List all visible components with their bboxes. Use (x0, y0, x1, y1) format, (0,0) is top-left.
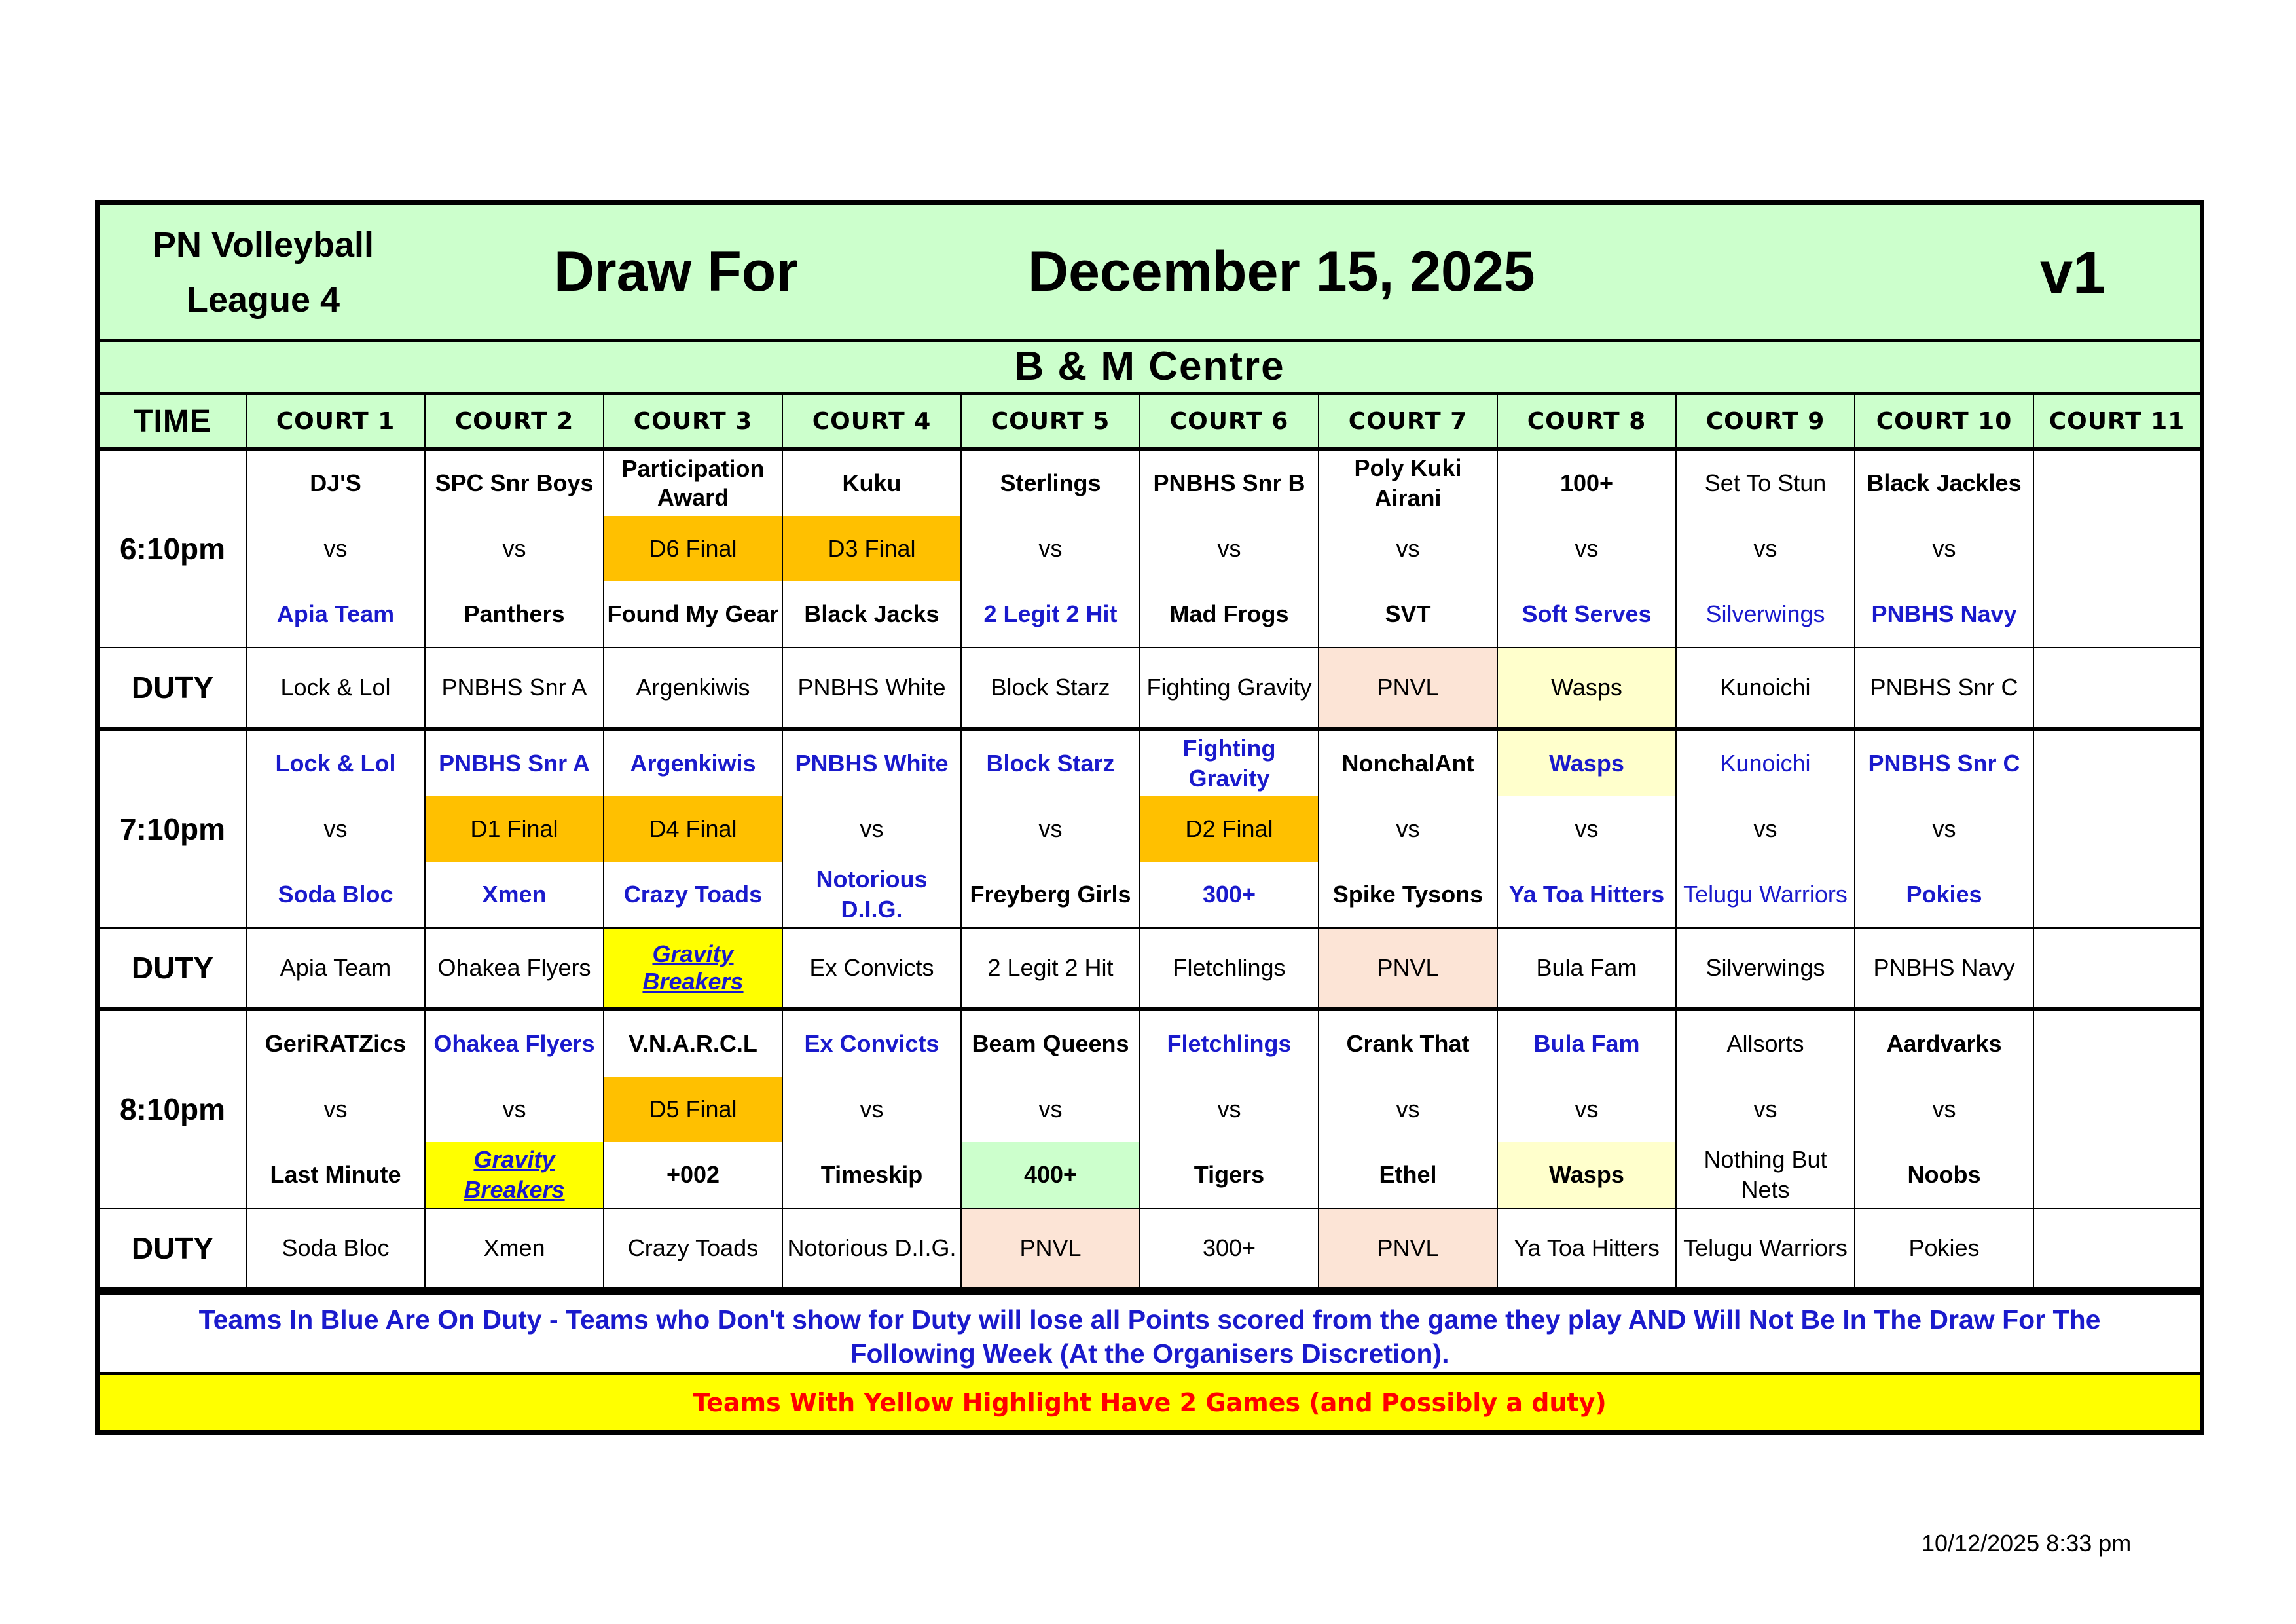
court-header-7: COURT 7 (1319, 395, 1497, 449)
duty-team: Argenkiwis (604, 648, 782, 729)
versus-label: D3 Final (783, 516, 960, 581)
team-away: Telugu Warriors (1683, 881, 1848, 908)
duty-team: Ohakea Flyers (425, 928, 604, 1009)
game-cell (2033, 729, 2200, 928)
versus-label: vs (1575, 815, 1599, 842)
team-home: SPC Snr Boys (435, 470, 594, 496)
versus-label: vs (323, 1096, 348, 1122)
team-home (2034, 1011, 2200, 1077)
team-home: Set To Stun (1704, 470, 1827, 496)
duty-team: PNVL (1319, 928, 1497, 1009)
duty-team: Fighting Gravity (1140, 648, 1319, 729)
court-header-2: COURT 2 (425, 395, 604, 449)
team-home: Ohakea Flyers (433, 1030, 595, 1057)
court-header-4: COURT 4 (782, 395, 961, 449)
print-timestamp: 10/12/2025 8:33 pm (1922, 1530, 2132, 1557)
game-cell (2033, 1009, 2200, 1208)
team-away: Mad Frogs (1169, 600, 1289, 627)
team-home (2034, 451, 2200, 516)
versus-label: vs (860, 815, 884, 842)
duty-team: PNVL (961, 1208, 1140, 1289)
duty-row (100, 928, 2200, 1009)
team-away: Silverwings (1705, 600, 1825, 627)
team-home: NonchalAnt (1341, 750, 1474, 777)
game-cell (961, 729, 1140, 928)
team-away: Timeskip (820, 1161, 923, 1188)
game-cell (1676, 449, 1855, 648)
team-home: Ex Convicts (804, 1030, 939, 1057)
game-cell (1676, 729, 1855, 928)
yellow-highlight-note: Teams With Yellow Highlight Have 2 Games (and Possibly a duty) (100, 1375, 2200, 1430)
team-away: Soda Bloc (278, 881, 393, 908)
game-cell (1140, 729, 1319, 928)
versus-label: vs (502, 535, 526, 562)
duty-team: Telugu Warriors (1676, 1208, 1855, 1289)
versus-label: vs (1038, 1096, 1063, 1122)
court-header-9: COURT 9 (1676, 395, 1855, 449)
team-away: 2 Legit 2 Hit (983, 600, 1118, 627)
game-cell (961, 449, 1140, 648)
duty-team: 300+ (1140, 1208, 1319, 1289)
court-header-5: COURT 5 (961, 395, 1140, 449)
duty-team: Notorious D.I.G. (782, 1208, 961, 1289)
duty-team: Pokies (1855, 1208, 2033, 1289)
team-home: Kuku (842, 470, 902, 496)
versus-label: vs (1396, 535, 1420, 562)
team-away: Apia Team (276, 600, 395, 627)
duty-team: Crazy Toads (604, 1208, 782, 1289)
team-away: SVT (1385, 600, 1431, 627)
team-home: Aardvarks (1886, 1030, 2002, 1057)
versus-label (2034, 796, 2200, 862)
versus-label: vs (1932, 535, 1956, 562)
game-row (100, 729, 2200, 928)
team-home: Poly Kuki Airani (1354, 454, 1462, 511)
team-away: Notorious D.I.G. (816, 866, 928, 923)
versus-label: vs (1575, 535, 1599, 562)
team-away: Ethel (1379, 1161, 1437, 1188)
team-away: Black Jacks (804, 600, 939, 627)
team-home: Bula Fam (1533, 1030, 1640, 1057)
duty-team: PNVL (1319, 648, 1497, 729)
game-cell (782, 729, 961, 928)
league-division: League 4 (186, 280, 340, 320)
team-away: 300+ (1202, 881, 1256, 908)
versus-label: vs (860, 1096, 884, 1122)
team-home: Allsorts (1726, 1030, 1804, 1057)
team-away (2034, 1142, 2200, 1208)
team-away: Soft Serves (1522, 600, 1652, 627)
duty-team: 2 Legit 2 Hit (961, 928, 1140, 1009)
team-home: Beam Queens (972, 1030, 1129, 1057)
game-cell (1140, 449, 1319, 648)
duty-team (2033, 1208, 2200, 1289)
versus-label: vs (1217, 535, 1241, 562)
game-cell (1855, 449, 2033, 648)
duty-team: PNBHS White (782, 648, 961, 729)
versus-label: vs (1932, 815, 1956, 842)
team-away: Gravity Breakers (426, 1142, 603, 1208)
session-time: 8:10pm (100, 1009, 246, 1208)
game-cell (604, 729, 782, 928)
versus-label: vs (1932, 1096, 1956, 1122)
duty-team: PNBHS Snr A (425, 648, 604, 729)
team-home: Kunoichi (1720, 750, 1811, 777)
versus-label: D6 Final (604, 516, 782, 581)
court-header-row (100, 395, 2200, 449)
versus-label: D4 Final (604, 796, 782, 862)
game-cell (246, 449, 425, 648)
team-away (2034, 862, 2200, 927)
team-home: Sterlings (1000, 470, 1101, 496)
versus-label: vs (1038, 535, 1063, 562)
team-away: Wasps (1498, 1142, 1675, 1208)
game-cell (1676, 1009, 1855, 1208)
game-cell (782, 1009, 961, 1208)
team-home: Crank That (1346, 1030, 1470, 1057)
duty-team: Ex Convicts (782, 928, 961, 1009)
team-home: PNBHS Snr C (1868, 750, 2020, 777)
team-home: DJ'S (310, 470, 361, 496)
duty-row (100, 1208, 2200, 1289)
team-away: Freyberg Girls (970, 881, 1131, 908)
team-home (2034, 731, 2200, 796)
team-away: Crazy Toads (623, 881, 763, 908)
team-home: Fletchlings (1167, 1030, 1292, 1057)
duty-team: PNBHS Snr C (1855, 648, 2033, 729)
versus-label: D2 Final (1140, 796, 1318, 862)
duty-label: DUTY (100, 928, 246, 1009)
session-time: 7:10pm (100, 729, 246, 928)
team-home: Black Jackles (1867, 470, 2022, 496)
game-cell (246, 729, 425, 928)
game-row (100, 449, 2200, 648)
team-away: Nothing But Nets (1704, 1146, 1827, 1203)
game-cell (425, 1009, 604, 1208)
team-away: Panthers (464, 600, 565, 627)
game-cell (1855, 1009, 2033, 1208)
game-cell (2033, 449, 2200, 648)
team-away: Spike Tysons (1332, 881, 1484, 908)
team-away: Pokies (1906, 881, 1982, 908)
versus-label: vs (1396, 815, 1420, 842)
session-time: 6:10pm (100, 449, 246, 648)
venue-title: B & M Centre (100, 342, 2200, 395)
duty-team: Ya Toa Hitters (1497, 1208, 1676, 1289)
versus-label: D5 Final (604, 1077, 782, 1142)
versus-label: vs (1396, 1096, 1420, 1122)
versus-label: vs (1575, 1096, 1599, 1122)
versus-label: vs (323, 535, 348, 562)
game-cell (1497, 1009, 1676, 1208)
duty-team: Fletchlings (1140, 928, 1319, 1009)
duty-team: Xmen (425, 1208, 604, 1289)
versus-label: vs (1753, 535, 1777, 562)
court-header-11: COURT 11 (2033, 395, 2200, 449)
duty-row (100, 648, 2200, 729)
game-cell (425, 729, 604, 928)
draw-table (100, 395, 2200, 1291)
court-header-8: COURT 8 (1497, 395, 1676, 449)
team-home: Fighting Gravity (1182, 735, 1276, 792)
game-cell (604, 1009, 782, 1208)
duty-team: Kunoichi (1676, 648, 1855, 729)
team-home: Block Starz (986, 750, 1115, 777)
league-name: PN Volleyball (152, 225, 374, 265)
team-away: +002 (666, 1161, 720, 1188)
game-row (100, 1009, 2200, 1208)
game-cell (961, 1009, 1140, 1208)
team-away: Last Minute (270, 1161, 401, 1188)
versus-label (2034, 516, 2200, 581)
versus-label: vs (1038, 815, 1063, 842)
team-away (2034, 581, 2200, 647)
game-cell (1855, 729, 2033, 928)
versus-label: vs (323, 815, 348, 842)
team-away: 400+ (962, 1142, 1139, 1208)
team-away: Noobs (1907, 1161, 1981, 1188)
team-away: Xmen (482, 881, 547, 908)
team-home: Lock & Lol (275, 750, 396, 777)
game-cell (425, 449, 604, 648)
duty-team: Bula Fam (1497, 928, 1676, 1009)
versus-label: vs (1753, 1096, 1777, 1122)
team-away: Tigers (1194, 1161, 1265, 1188)
team-away: PNBHS Navy (1871, 600, 2017, 627)
versus-label: vs (1753, 815, 1777, 842)
duty-team: PNBHS Navy (1855, 928, 2033, 1009)
duty-label: DUTY (100, 1208, 246, 1289)
team-home: GeriRATZics (264, 1030, 407, 1057)
game-cell (1319, 449, 1497, 648)
team-home: V.N.A.R.C.L (629, 1030, 757, 1057)
game-cell (246, 1009, 425, 1208)
duty-team: Silverwings (1676, 928, 1855, 1009)
court-header-3: COURT 3 (604, 395, 782, 449)
duty-note (100, 1291, 2200, 1375)
duty-team (2033, 928, 2200, 1009)
duty-team: Block Starz (961, 648, 1140, 729)
draw-sheet (95, 200, 2204, 1435)
duty-team: Gravity Breakers (604, 928, 782, 1009)
team-home: PNBHS Snr A (439, 750, 590, 777)
team-home: 100+ (1559, 470, 1614, 496)
duty-label: DUTY (100, 648, 246, 729)
game-cell (604, 449, 782, 648)
duty-team: Wasps (1497, 648, 1676, 729)
versus-label (2034, 1077, 2200, 1142)
duty-note-line2: Following Week (At the Organisers Discretion). (850, 1338, 1449, 1369)
draw-for-label: Draw For (554, 240, 798, 303)
court-header-10: COURT 10 (1855, 395, 2033, 449)
court-header-1: COURT 1 (246, 395, 425, 449)
team-away: Ya Toa Hitters (1508, 881, 1665, 908)
version-label: v1 (2040, 240, 2106, 306)
draw-date: December 15, 2025 (1028, 240, 1535, 303)
duty-team: Soda Bloc (246, 1208, 425, 1289)
game-cell (1140, 1009, 1319, 1208)
duty-note-line1: Teams In Blue Are On Duty - Teams who Don't show for Duty will lose all Points scored from the game they play AND Will Not Be In The Draw For The (198, 1304, 2101, 1335)
team-home: Participation Award (621, 455, 765, 511)
team-home: Argenkiwis (630, 750, 756, 777)
versus-label: D1 Final (426, 796, 603, 862)
duty-team (2033, 648, 2200, 729)
team-away: Found My Gear (607, 600, 779, 627)
header (100, 205, 2200, 342)
duty-team: PNVL (1319, 1208, 1497, 1289)
versus-label: vs (502, 1096, 526, 1122)
game-cell (1319, 729, 1497, 928)
versus-label: vs (1217, 1096, 1241, 1122)
team-home: Wasps (1498, 731, 1675, 796)
game-cell (1319, 1009, 1497, 1208)
duty-team: Apia Team (246, 928, 425, 1009)
game-cell (782, 449, 961, 648)
duty-team: Lock & Lol (246, 648, 425, 729)
team-home: PNBHS Snr B (1153, 470, 1305, 496)
game-cell (1497, 449, 1676, 648)
time-column-header: TIME (100, 395, 246, 449)
team-home: PNBHS White (795, 750, 949, 777)
game-cell (1497, 729, 1676, 928)
court-header-6: COURT 6 (1140, 395, 1319, 449)
